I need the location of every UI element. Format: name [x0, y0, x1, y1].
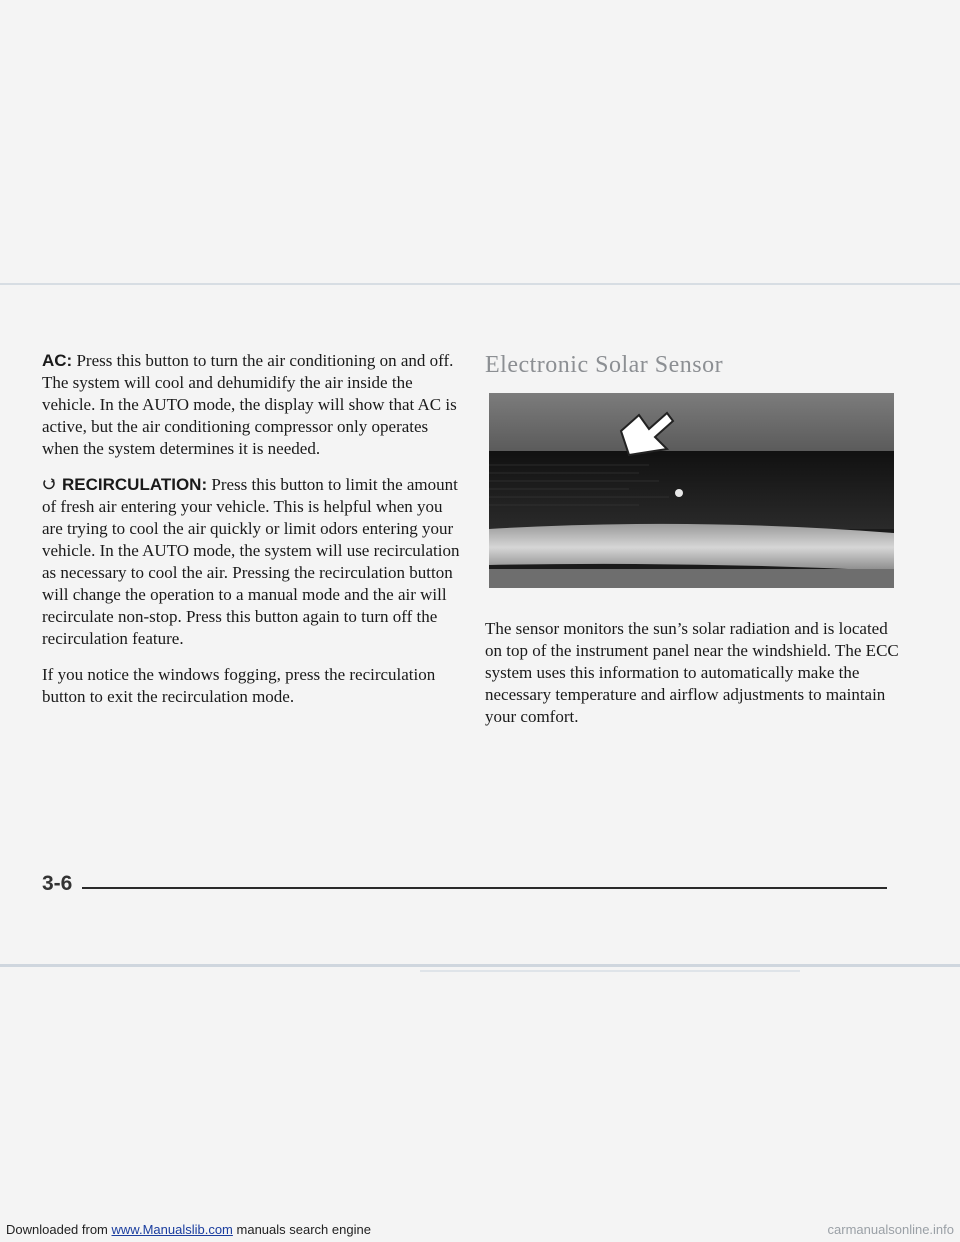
top-divider: [0, 283, 960, 285]
recirculation-arrow-icon: [42, 475, 56, 489]
watermark-text: carmanualsonline.info: [827, 1222, 954, 1237]
ac-term: AC:: [42, 351, 73, 370]
page-number-rule: [82, 887, 887, 889]
footer-prefix: Downloaded from: [6, 1222, 108, 1237]
ac-paragraph: [42, 350, 460, 460]
download-footer: [6, 1222, 371, 1237]
fogging-paragraph: If you notice the windows fogging, press the recirculation button to exit the recirculation mode.: [42, 665, 436, 706]
recirculation-term: RECIRCULATION:: [62, 475, 208, 494]
footer-suffix: manuals search engine: [236, 1222, 371, 1237]
manualslib-link[interactable]: www.Manualslib.com: [111, 1222, 233, 1237]
page-number: 3-6: [42, 872, 73, 895]
sensor-description: The sensor monitors the sun’s solar radiation and is located on top of the instrument panel near the windshield. The ECC system uses this information to automatically make the necessary temperature and airflow adjustments to maintain your comfort.: [485, 619, 899, 726]
left-column: [42, 350, 460, 722]
bottom-divider: [0, 964, 960, 967]
bottom-divider-secondary: [420, 970, 800, 972]
solar-sensor-photo: [489, 393, 894, 588]
right-column: [477, 352, 897, 745]
section-heading: Electronic Solar Sensor: [485, 352, 724, 378]
recirculation-paragraph: [42, 474, 460, 650]
recirculation-description: Press this button to limit the amount of fresh air entering your vehicle. This is helpful when you are trying to cool the air quickly or limit odors entering your vehicle. In the AUTO mode, the system will use recirculation as necessary to cool the air. Pressing the recirculation button will change the operation to a manual mode and the air will recirculate non-stop. Press this button again to turn off the recirculation feature.: [42, 475, 460, 648]
ac-description: Press this button to turn the air conditioning on and off. The system will cool and dehumidify the air inside the vehicle. In the AUTO mode, the display will show that AC is active, but the air conditioning compressor only operates when the system determines it is needed.: [42, 351, 457, 458]
